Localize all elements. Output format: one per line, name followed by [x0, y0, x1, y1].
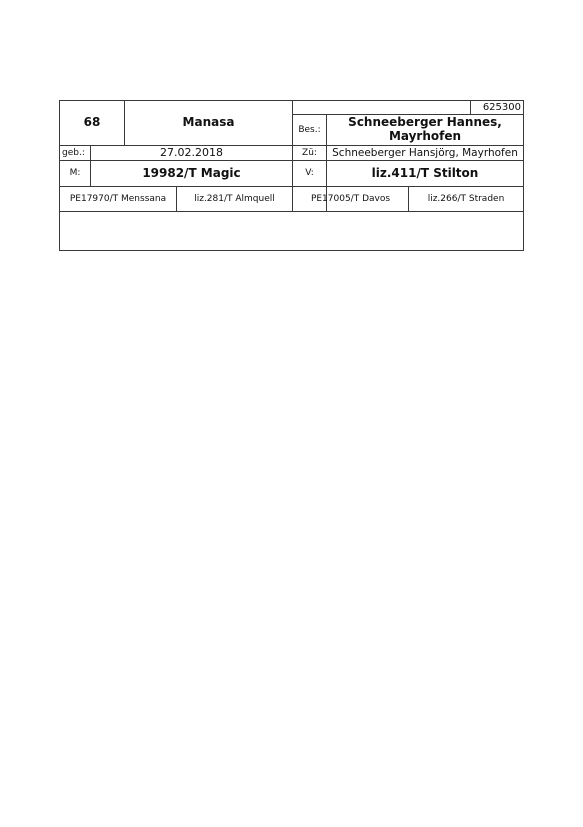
mother-name: 19982/T Magic [142, 165, 241, 180]
owner-name [327, 115, 523, 145]
father-label: V: [305, 168, 314, 179]
ancestor-maternal-grandfather: liz.281/T Almquell [194, 193, 275, 204]
breeder-label: Zü: [302, 147, 317, 158]
registration-number: 625300 [482, 101, 521, 113]
owner-name-line2: Mayrhofen [388, 129, 462, 143]
border-bottom [59, 250, 524, 251]
remarks-area [60, 212, 523, 250]
border-right [523, 100, 524, 251]
breeder-name: Schneeberger Hansjörg, Mayrhofen [332, 146, 518, 159]
ancestor-maternal-grandmother: PE17970/T Menssana [69, 193, 167, 204]
owner-name-line1: Schneeberger Hannes, [348, 115, 502, 130]
mother-label: M: [69, 168, 81, 179]
ancestor-paternal-grandmother: PE17005/T Davos [310, 193, 391, 204]
catalog-card [59, 100, 524, 251]
father-name: liz.411/T Stilton [371, 165, 479, 180]
born-label: geb.: [62, 147, 85, 158]
animal-name: Manasa [182, 115, 235, 130]
owner-label: Bes.: [298, 124, 321, 135]
catalog-number: 68 [83, 115, 101, 130]
born-date: 27.02.2018 [160, 145, 223, 159]
ancestor-paternal-grandfather: liz.266/T Straden [427, 193, 505, 204]
